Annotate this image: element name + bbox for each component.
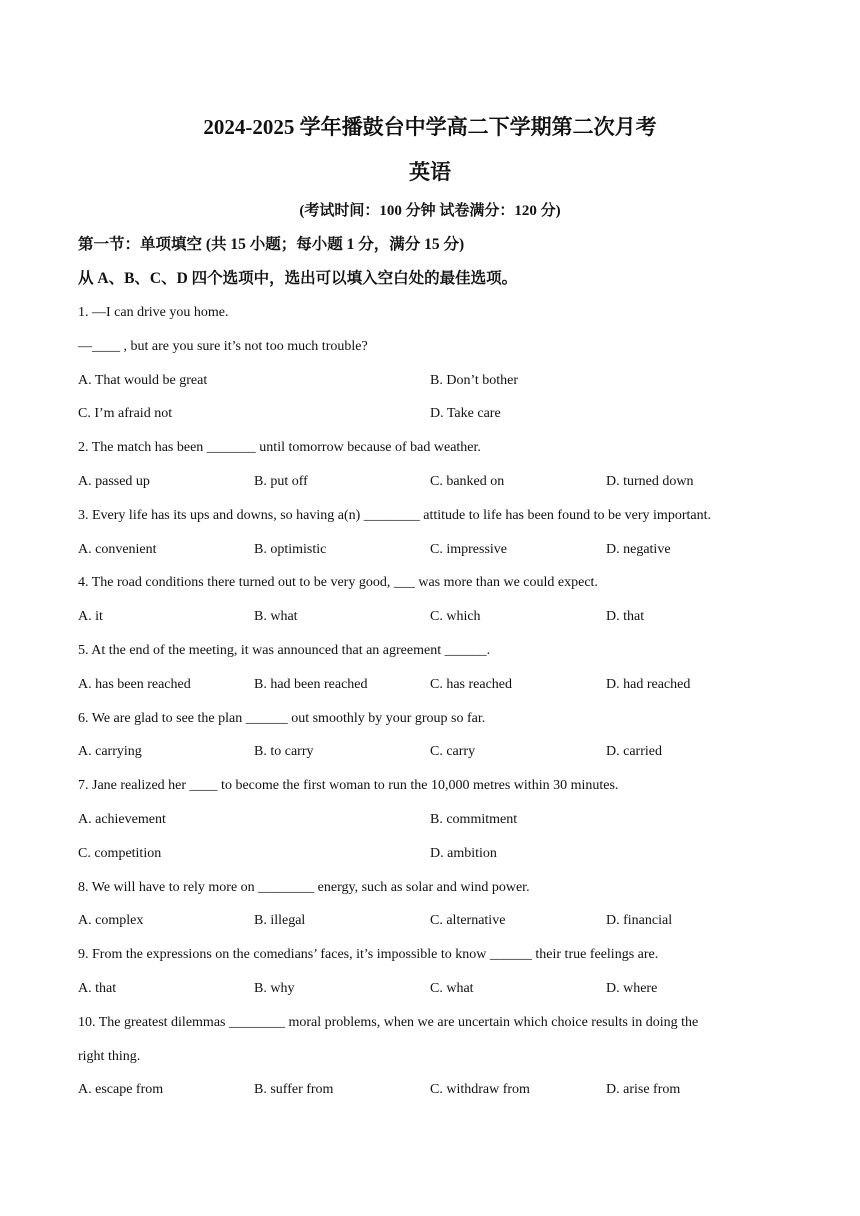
exam-title: 2024-2025 学年播鼓台中学高二下学期第二次月考 <box>203 115 657 139</box>
option-row <box>78 908 778 942</box>
question-stem: 6. We are glad to see the plan ______ out smoothly by your group so far. <box>78 710 486 726</box>
option-b: B. suffer from <box>254 1082 334 1098</box>
option-row <box>78 672 778 706</box>
option-d: D. Take care <box>430 406 501 422</box>
option-c: C. impressive <box>430 541 507 557</box>
option-d: D. arise from <box>606 1082 681 1098</box>
option-d: D. that <box>606 609 645 625</box>
option-c: C. banked on <box>430 473 505 489</box>
option-row <box>78 841 778 875</box>
option-row <box>78 537 778 571</box>
option-row <box>78 604 778 638</box>
question-stem: 9. From the expressions on the comedians’ faces, it’s impossible to know ______ their true feelings are. <box>78 947 659 963</box>
exam-subject: 英语 <box>409 160 451 184</box>
option-b: B. illegal <box>254 913 306 929</box>
option-a: A. carrying <box>78 744 142 760</box>
question-stem: 2. The match has been _______ until tomorrow because of bad weather. <box>78 440 481 456</box>
option-a: A. convenient <box>78 541 157 557</box>
option-a: A. it <box>78 609 103 625</box>
question-stem: 5. At the end of the meeting, it was announced that an agreement ______. <box>78 642 491 658</box>
option-b: B. to carry <box>254 744 314 760</box>
exam-info: (考试时间：100 分钟 试卷满分：120 分) <box>299 203 561 219</box>
option-d: D. ambition <box>430 845 497 861</box>
option-row <box>78 807 778 841</box>
question-stem: 3. Every life has its ups and downs, so having a(n) ________ attitude to life has been found to be very important. <box>78 507 711 523</box>
question-stem: —____ , but are you sure it’s not too much trouble? <box>78 338 368 354</box>
option-a: A. passed up <box>78 473 150 489</box>
option-c: C. I’m afraid not <box>78 406 173 422</box>
question-stem: 8. We will have to rely more on ________ energy, such as solar and wind power. <box>78 879 530 895</box>
option-a: A. achievement <box>78 811 166 827</box>
option-row <box>78 469 778 503</box>
question-stem: 1. —I can drive you home. <box>78 305 229 320</box>
option-b: B. had been reached <box>254 676 368 692</box>
option-d: D. financial <box>606 913 673 929</box>
option-c: C. has reached <box>430 676 513 692</box>
option-d: D. carried <box>606 744 662 760</box>
option-c: C. what <box>430 980 474 996</box>
option-d: D. had reached <box>606 676 691 692</box>
option-row <box>78 401 778 435</box>
option-a: A. that <box>78 980 117 996</box>
option-b: B. commitment <box>430 811 518 827</box>
option-c: C. competition <box>78 845 162 861</box>
option-row <box>78 976 778 1010</box>
question-stem: right thing. <box>78 1048 141 1064</box>
option-row <box>78 739 778 773</box>
option-b: B. what <box>254 609 298 625</box>
option-row <box>78 368 778 402</box>
option-a: A. That would be great <box>78 372 208 388</box>
option-d: D. negative <box>606 541 671 557</box>
option-d: D. where <box>606 980 658 996</box>
question-stem: 10. The greatest dilemmas ________ moral problems, when we are uncertain which choice results in doing the <box>78 1014 699 1030</box>
option-b: B. Don’t bother <box>430 372 519 388</box>
option-a: A. has been reached <box>78 676 191 692</box>
option-c: C. alternative <box>430 913 506 929</box>
option-b: B. why <box>254 980 295 996</box>
question-stem: 4. The road conditions there turned out to be very good, ___ was more than we could expect. <box>78 575 598 591</box>
option-c: C. which <box>430 609 481 625</box>
option-a: A. escape from <box>78 1082 164 1098</box>
option-d: D. turned down <box>606 473 694 489</box>
question-list <box>78 300 778 1111</box>
option-b: B. optimistic <box>254 541 327 557</box>
option-row <box>78 1077 778 1111</box>
option-b: B. put off <box>254 473 308 489</box>
option-c: C. carry <box>430 744 476 760</box>
option-c: C. withdraw from <box>430 1082 530 1098</box>
question-stem: 7. Jane realized her ____ to become the first woman to run the 10,000 metres within 30 minutes. <box>78 778 619 794</box>
section-instruction: 从 A、B、C、D 四个选项中，选出可以填入空白处的最佳选项。 <box>78 270 518 287</box>
section-heading: 第一节：单项填空 (共 15 小题；每小题 1 分，满分 15 分) <box>78 236 465 253</box>
option-a: A. complex <box>78 913 144 929</box>
